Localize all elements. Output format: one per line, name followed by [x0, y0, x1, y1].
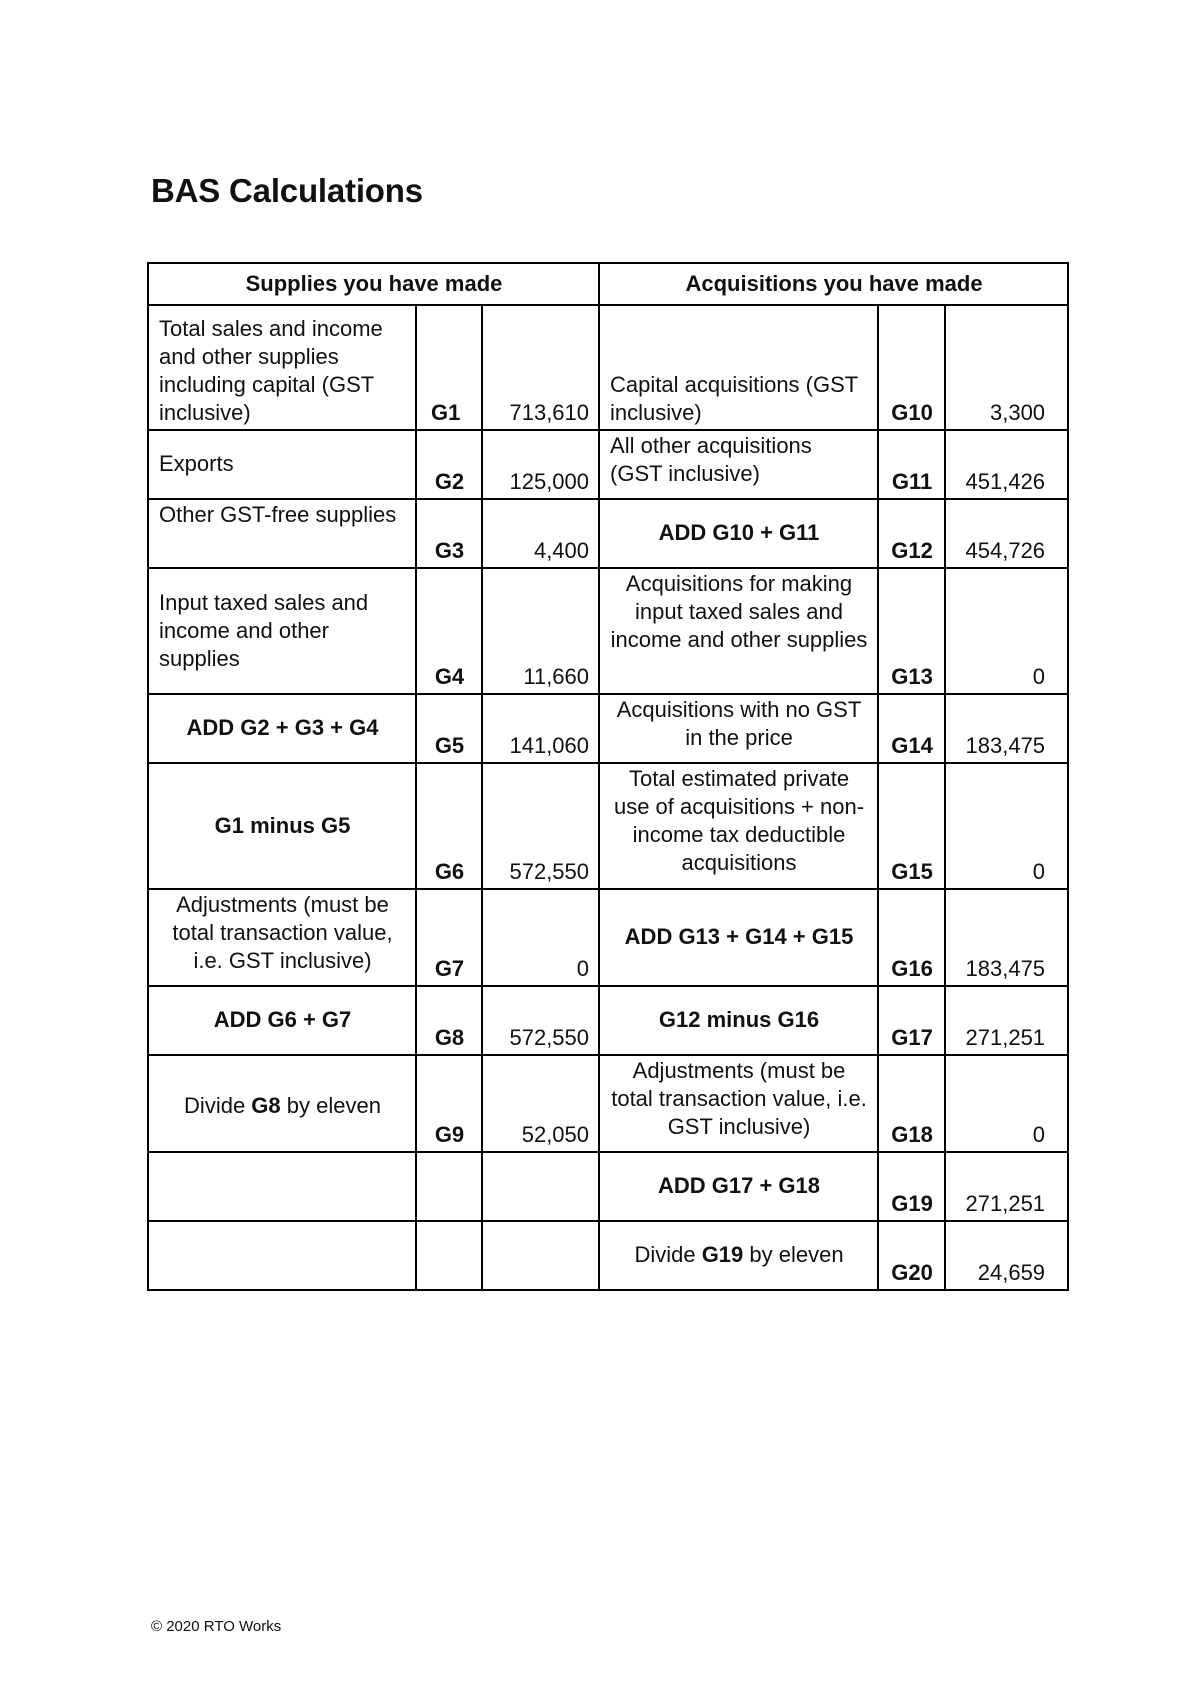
code-g20: G20: [878, 1221, 945, 1290]
value-g13: 0: [945, 568, 1068, 694]
code-g7: G7: [416, 889, 482, 986]
copyright-footer: © 2020 RTO Works: [151, 1618, 282, 1635]
row-label-g7: Adjustments (must be total transaction value, i.e. GST inclusive): [148, 889, 416, 986]
empty-cell: [482, 1152, 599, 1221]
value-g19: 271,251: [945, 1152, 1068, 1221]
code-g8: G8: [416, 986, 482, 1055]
row-label-g8: ADD G6 + G7: [148, 986, 416, 1055]
row-label-g19: ADD G17 + G18: [599, 1152, 878, 1221]
row-label-g5: ADD G2 + G3 + G4: [148, 694, 416, 763]
code-g5: G5: [416, 694, 482, 763]
value-g15: 0: [945, 763, 1068, 889]
code-g13: G13: [878, 568, 945, 694]
value-g3: 4,400: [482, 499, 599, 568]
code-g18: G18: [878, 1055, 945, 1152]
table-row: [148, 499, 1068, 568]
value-g16: 183,475: [945, 889, 1068, 986]
divide-text: Divide: [184, 1093, 252, 1118]
row-label-g9: [148, 1055, 416, 1152]
divide-ref-g19: G19: [701, 1242, 744, 1267]
row-label-g4: Input taxed sales and income and other supplies: [148, 568, 416, 694]
divide-suffix: by eleven: [280, 1093, 381, 1118]
empty-cell: [416, 1221, 482, 1290]
table-row: [148, 1221, 1068, 1290]
row-label-g16: ADD G13 + G14 + G15: [599, 889, 878, 986]
code-g2: G2: [416, 430, 482, 499]
code-g10: G10: [878, 305, 945, 430]
row-label-g6: G1 minus G5: [148, 763, 416, 889]
row-label-g15: Total estimated private use of acquisitions + non-income tax deductible acquisitions: [599, 763, 878, 889]
table-row: [148, 1152, 1068, 1221]
table-row: [148, 763, 1068, 889]
value-g8: 572,550: [482, 986, 599, 1055]
code-g19: G19: [878, 1152, 945, 1221]
table-row: [148, 1055, 1068, 1152]
divide-text: Divide: [634, 1242, 702, 1267]
row-label-g2: Exports: [148, 430, 416, 499]
value-g18: 0: [945, 1055, 1068, 1152]
code-g9: G9: [416, 1055, 482, 1152]
empty-cell: [148, 1152, 416, 1221]
table-row: [148, 889, 1068, 986]
code-g3: G3: [416, 499, 482, 568]
code-g17: G17: [878, 986, 945, 1055]
code-g16: G16: [878, 889, 945, 986]
row-label-g14: Acquisitions with no GST in the price: [599, 694, 878, 763]
code-g11: G11: [878, 430, 945, 499]
value-g7: 0: [482, 889, 599, 986]
code-g6: G6: [416, 763, 482, 889]
value-g17: 271,251: [945, 986, 1068, 1055]
table-row: [148, 694, 1068, 763]
row-label-g1: Total sales and income and other supplies including capital (GST inclusive): [148, 305, 416, 430]
bas-calculations-table: [147, 262, 1069, 1291]
value-g11: 451,426: [945, 430, 1068, 499]
table-row: [148, 305, 1068, 430]
value-g12: 454,726: [945, 499, 1068, 568]
code-g15: G15: [878, 763, 945, 889]
value-g4: 11,660: [482, 568, 599, 694]
empty-cell: [416, 1152, 482, 1221]
row-label-g13: Acquisitions for making input taxed sales and income and other supplies: [599, 568, 878, 694]
table-row: [148, 986, 1068, 1055]
value-g2: 125,000: [482, 430, 599, 499]
row-label-g17: G12 minus G16: [599, 986, 878, 1055]
value-g9: 52,050: [482, 1055, 599, 1152]
code-g12: G12: [878, 499, 945, 568]
row-label-g11: All other acquisitions (GST inclusive): [599, 430, 878, 499]
row-label-g20: [599, 1221, 878, 1290]
table-header-row: [148, 263, 1068, 305]
row-label-g10: Capital acquisitions (GST inclusive): [599, 305, 878, 430]
page-title: BAS Calculations: [151, 172, 423, 209]
divide-ref-g8: G8: [251, 1093, 281, 1118]
code-g14: G14: [878, 694, 945, 763]
row-label-g18: Adjustments (must be total transaction value, i.e. GST inclusive): [599, 1055, 878, 1152]
code-g1: G1: [416, 305, 482, 430]
empty-cell: [148, 1221, 416, 1290]
value-g10: 3,300: [945, 305, 1068, 430]
value-g14: 183,475: [945, 694, 1068, 763]
value-g20: 24,659: [945, 1221, 1068, 1290]
row-label-g3: Other GST-free supplies: [148, 499, 416, 568]
empty-cell: [482, 1221, 599, 1290]
header-supplies: Supplies you have made: [148, 263, 599, 305]
header-acquisitions: Acquisitions you have made: [599, 263, 1068, 305]
row-label-g12: ADD G10 + G11: [599, 499, 878, 568]
value-g1: 713,610: [482, 305, 599, 430]
table-row: [148, 568, 1068, 694]
value-g6: 572,550: [482, 763, 599, 889]
divide-suffix: by eleven: [743, 1242, 844, 1267]
table-row: [148, 430, 1068, 499]
code-g4: G4: [416, 568, 482, 694]
value-g5: 141,060: [482, 694, 599, 763]
